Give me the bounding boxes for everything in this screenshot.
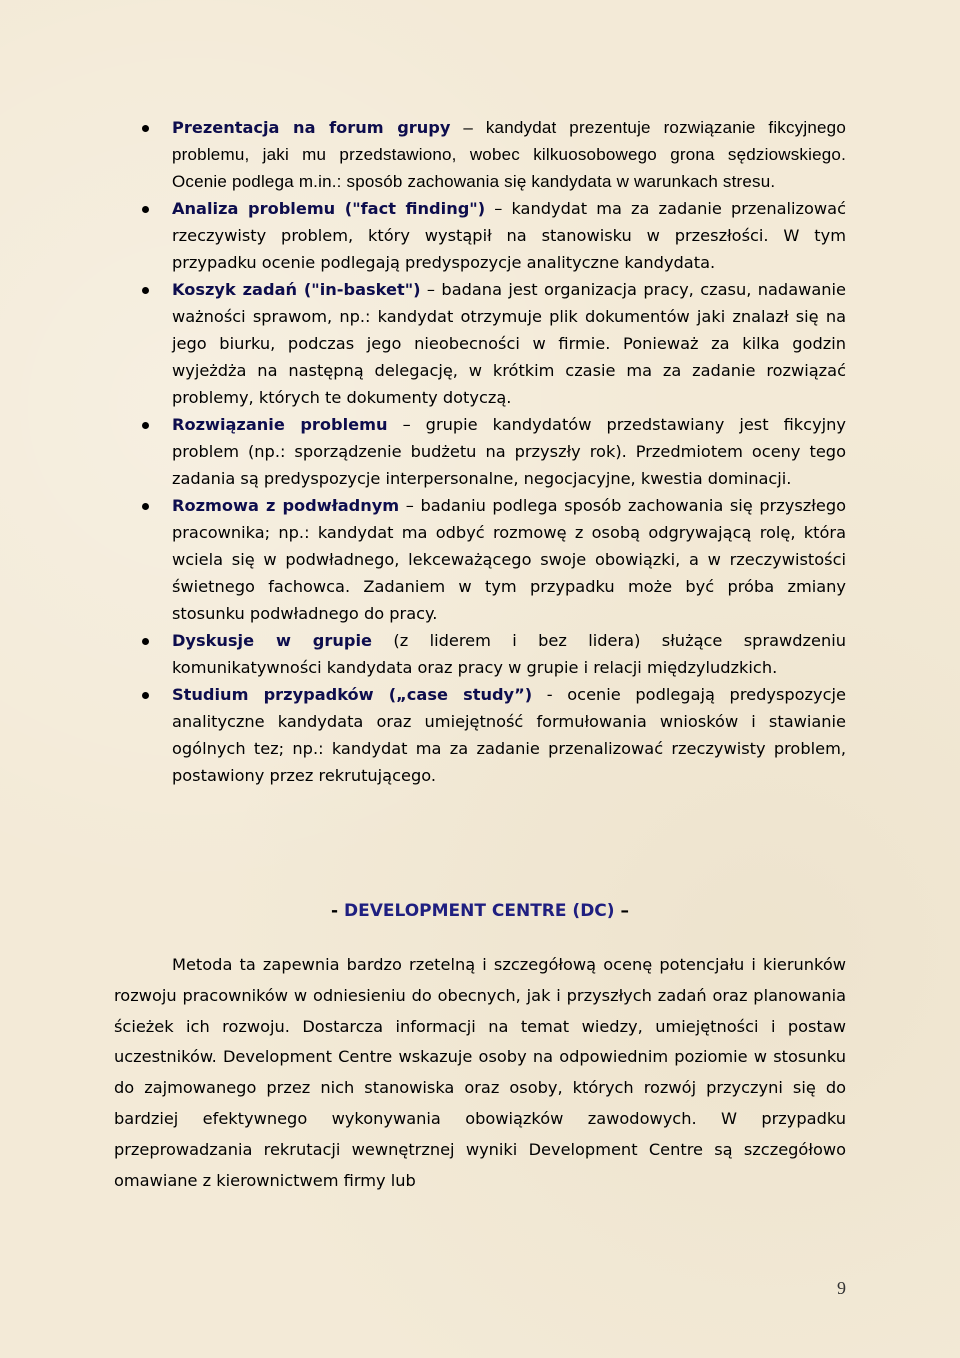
item-lead: Analiza problemu ("fact finding") [172, 199, 486, 218]
item-text: – badana jest organizacja pracy, czasu, nadawanie ważności sprawom, np.: kandydat otrzymuje plik dokumentów jaki znalazł się na jego biurku, podczas jego nieobecności w firmie. Ponieważ za kilka godzin wyjeżdża na następną delegację, w krótkim czasie ma za zadanie rozwiązać problemy, których te dokumenty dotyczą. [172, 280, 846, 407]
item-lead: Koszyk zadań ("in-basket") [172, 280, 421, 299]
page-number: 9 [837, 1278, 846, 1298]
list-item-fact-finding [172, 195, 846, 276]
item-lead: Rozmowa z podwładnym [172, 496, 400, 515]
item-lead: Dyskusje w grupie [172, 631, 373, 650]
section-paragraph: Metoda ta zapewnia bardzo rzetelną i szczegółową ocenę potencjału i kierunków rozwoju pracowników w odniesieniu do obecnych, jak i przyszłych zadań oraz planowania ścieżek ich rozwoju. Dostarcza informacji na temat wiedzy, umiejętności i postaw uczestników. Development Centre wskazuje osoby na odpowiednim poziomie w stosunku do zajmowanego przez nich stanowiska oraz osoby, których rozwój przyczyni się do bardziej efektywnego wykonywania obowiązków zawodowych. W przypadku przeprowadzania rekrutacji wewnętrznej wyniki Development Centre są szczegółowo omawiane z kierownictwem firmy lub [114, 955, 846, 1190]
item-text: - ocenie podlegają predyspozycje analityczne kandydata oraz umiejętność formułowania wniosków i stawianie ogólnych tez; np.: kandydat ma za zadanie przenalizować rzeczywisty problem, postawiony przez rekrutującego. [172, 685, 846, 785]
item-text: – badaniu podlega sposób zachowania się przyszłego pracownika; np.: kandydat ma odbyć rozmowę z osobą odgrywającą rolę, która wciela się w podwładnego, lekceważącego swoje obowiązki, a w rzeczywistości świetnego fachowca. Zadaniem w tym przypadku może być próba zmiany stosunku podwładnego do pracy. [172, 496, 847, 623]
list-item-subordinate-interview [172, 492, 846, 627]
section-heading [0, 898, 960, 924]
heading-title: DEVELOPMENT CENTRE (DC) [343, 901, 615, 921]
item-text: (z liderem i bez lidera) służące sprawdzeniu komunikatywności kandydata oraz pracy w grupie i relacji międzyludzkich. [172, 631, 847, 677]
item-lead: Prezentacja na forum grupy [172, 118, 451, 137]
item-lead: Studium przypadków („case study”) [172, 685, 533, 704]
heading-dash-right: – [614, 901, 629, 921]
list-item-problem-solving [172, 411, 846, 492]
list-item-presentation [172, 114, 846, 195]
item-lead: Rozwiązanie problemu [172, 415, 388, 434]
item-text: – kandydat ma za zadanie przenalizować rzeczywisty problem, który wystąpił na stanowisku w przeszłości. W tym przypadku ocenie podlegają predyspozycje analityczne kandydata. [172, 199, 846, 272]
item-text: – kandydat prezentuje rozwiązanie fikcyjnego problemu, jaki mu przedstawiono, wobec kilkuosobowego grona sędziowskiego. Ocenie podlega m.in.: sposób zachowania się kandydata w warunkach stresu. [172, 118, 846, 191]
list-item-case-study [172, 681, 846, 789]
list-item-in-basket [172, 276, 846, 411]
assessment-methods-list [172, 114, 846, 789]
list-item-group-discussion [172, 627, 846, 681]
heading-dash-left: - [331, 901, 344, 921]
item-text: – grupie kandydatów przedstawiany jest fikcyjny problem (np.: sporządzenie budżetu na przyszły rok). Przedmiotem oceny tego zadania są predyspozycje interpersonalne, negocjacyjne, kwestia dominacji. [172, 415, 846, 488]
